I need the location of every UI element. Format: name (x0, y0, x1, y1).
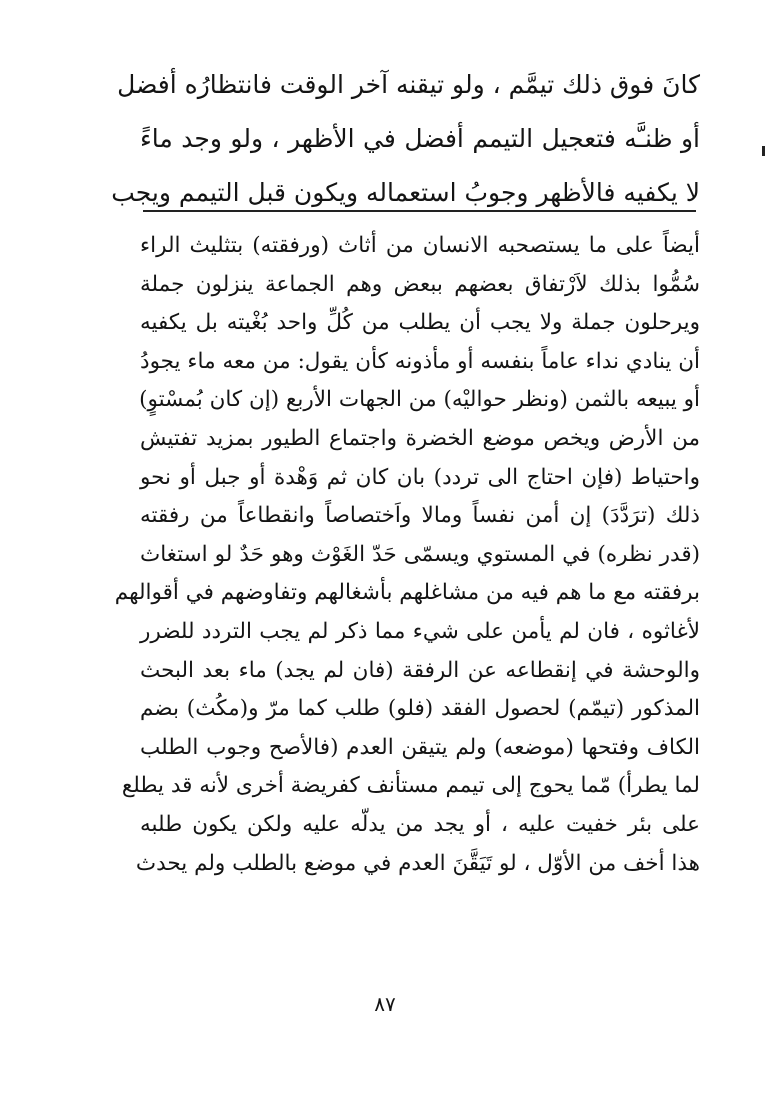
commentary-line: من الأرض ويخص موضع الخضرة واجتماع الطيور بمزيد تفتيش (140, 425, 700, 451)
commentary-line: المذكور (تيمّم) لحصول الفقد (فلو) طلب كما مرّ و(مكُث) بضم (140, 696, 700, 722)
commentary-line: لأغاثوه ، فان لم يأمن على شيء مما ذكر لم يجب التردد للضرر (140, 618, 700, 644)
commentary-line: على بئر خفيت عليه ، أو يجد من يدلّه عليه ولكن يكون طلبه (140, 811, 700, 837)
commentary-line: الكاف وفتحها (موضعه) ولم يتيقن العدم (فالأصح وجوب الطلب (140, 734, 700, 760)
commentary-line: واحتياط (فإن احتاج الى تردد) بان كان ثم وَهْدة أو جبل أو نحو (140, 464, 700, 490)
commentary-line: والوحشة في إنقطاعه عن الرفقة (فان لم يجد) ماء بعد البحث (140, 657, 700, 683)
commentary-line: أيضاً على ما يستصحبه الانسان من أثاث (ورفقته) بتثليث الراء (140, 233, 700, 258)
commentary-line: (قدر نظره) في المستوي ويسمّى حَدّ الغَوْث وهو حَدٌ لو استغاث (140, 541, 700, 567)
commentary-line: سُمُّوا بذلك لاَرْتفاق بعضهم ببعض وهم الجماعة ينزلون جملة (140, 271, 700, 297)
main-text-line: لا يكفيه فالأظهر وجوبُ استعماله ويكون قبل التيمم ويجب (111, 178, 700, 207)
main-text-line: كانَ فوق ذلك تيمَّم ، ولو تيقنه آخر الوقت فانتظارُه أفضل (117, 70, 700, 99)
commentary-line: هذا أخف من الأوّل ، لو تَيَقَّنَ العدم في موضع بالطلب ولم يحدث (135, 850, 700, 876)
margin-mark (762, 146, 765, 156)
commentary-line: ويرحلون جملة ولا يجب أن يطلب من كُلِّ واحد بُغْيته بل يكفيه (140, 310, 700, 336)
main-text-line: أو ظنـَّه فتعجيل التيمم أفضل في الأظهر ، ولو وجد ماءً (140, 124, 700, 153)
commentary-line: برفقته مع ما هم فيه من مشاغلهم بأشغالهم وتفاوضهم في أقوالهم (114, 580, 700, 606)
footnote-divider (143, 210, 696, 212)
page-number: ٨٧ (374, 992, 396, 1016)
commentary-line: أو يبيعه بالثمن (ونظر حواليْه) من الجهات الأربع (إن كان بُمسْتوٍ) (139, 387, 700, 413)
commentary-line: ذلك (ترَدَّدَ) إن أمن نفساً ومالا واَختصاصاً وانقطاعاً من رفقته (140, 503, 700, 529)
commentary-block (114, 227, 700, 883)
commentary-line: أن ينادي نداء عاماً بنفسه أو مأذونه كأن يقول: من معه ماء يجودُ (140, 348, 700, 374)
commentary-line: لما يطرأ) مّما يحوج إلى تيمم مستأنف كفريضة أخرى لأنه قد يطلع (121, 773, 700, 799)
main-text-block (111, 58, 700, 220)
